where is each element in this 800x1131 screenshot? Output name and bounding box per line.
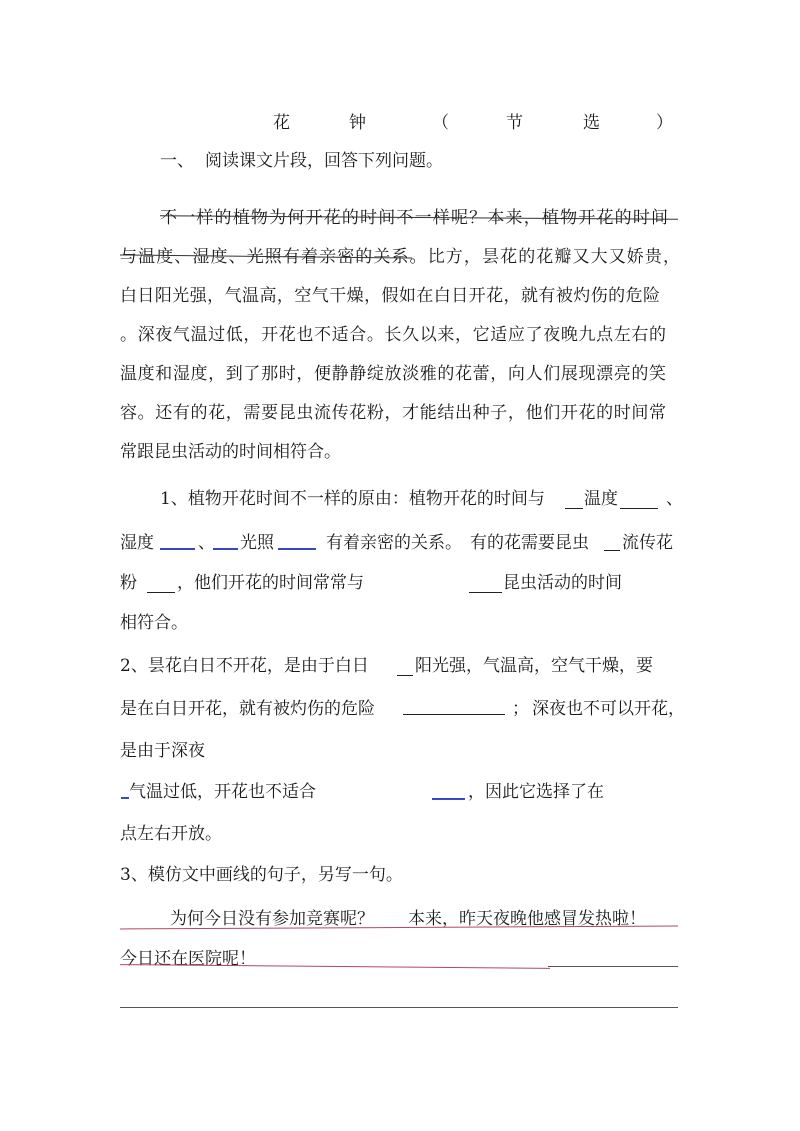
q1-text: 、 <box>666 489 683 509</box>
answer-blank[interactable] <box>403 714 505 715</box>
title-char: 节 <box>506 113 523 133</box>
answer-blank[interactable] <box>397 675 413 676</box>
q3-prompt: 3、模仿文中画线的句子，另写一句。 <box>120 865 403 885</box>
answer-blank[interactable] <box>121 797 129 799</box>
q1-text: 1、植物开花时间不一样的原由：植物开花的时间与 <box>160 489 545 509</box>
q2-text: ； <box>512 699 529 719</box>
title-char: 钟 <box>349 113 366 133</box>
answer-blank[interactable] <box>469 592 502 593</box>
q2-text: 是由于深夜 <box>120 741 205 761</box>
answer-blank[interactable] <box>147 592 175 593</box>
q2-text: 点左右开放。 <box>120 824 222 844</box>
title-char: 选 <box>583 113 600 133</box>
title-char: 花 <box>273 113 290 133</box>
q1-text: 粉 <box>120 573 137 593</box>
q1-answer-insect: 昆虫活动的时间 <box>503 573 622 593</box>
passage-line: 温度和湿度，到了那时，便静静绽放淡雅的花蕾，向人们展现漂亮的笑 <box>120 364 666 384</box>
q2-text: 深夜也不可以开花， <box>532 699 685 719</box>
q2-text: ，因此它选择了在 <box>468 782 604 802</box>
passage-line: 常跟昆虫活动的时间相符合。 <box>120 442 341 462</box>
passage-line: 。深夜气温过低，开花也不适合。长久以来，它适应了夜晚九点左右的 <box>120 325 666 345</box>
answer-blank[interactable] <box>620 508 658 509</box>
answer-blank[interactable] <box>278 548 316 550</box>
section-instruction: 阅读课文片段，回答下列问题。 <box>205 151 443 171</box>
q1-text: 湿度 <box>120 533 154 553</box>
passage-line: 与温度、湿度、光照有着亲密的关系。比方，昙花的花瓣又大又娇贵， <box>120 247 680 267</box>
answer-blank[interactable] <box>604 550 620 551</box>
q2-text: 是在白日开花，就有被灼伤的危险 <box>120 699 375 719</box>
q3-answer-line: 为何今日没有参加竞赛呢？ 本来，昨天夜晚他感冒发热啦！ <box>170 909 646 929</box>
q1-answer-spread: 流传花 <box>622 533 673 553</box>
title-char: （ <box>432 113 449 133</box>
q2-answer-night: 气温过低，开花也不适合 <box>129 782 316 802</box>
answer-blank[interactable] <box>565 508 583 509</box>
writing-line[interactable] <box>548 966 678 967</box>
answer-blank[interactable] <box>432 798 465 800</box>
q1-text: ，他们开花的时间常常与 <box>177 573 364 593</box>
q1-answer-temperature: 温度 <box>584 489 618 509</box>
q1-answer-light: 光照 <box>240 533 274 553</box>
q1-text: 有着亲密的关系。 <box>326 533 462 553</box>
q3-answer-line: 今日还在医院呢！ <box>120 949 256 969</box>
passage-line: 不一样的植物为何开花的时间不一样呢？本来，植物开花的时间 <box>160 208 668 228</box>
passage-line: 容。还有的花，需要昆虫流传花粉，才能结出种子，他们开花的时间常 <box>120 403 666 423</box>
q1-text: 相符合。 <box>120 613 188 633</box>
answer-blank[interactable] <box>213 548 238 550</box>
q1-text: 有的花需要昆虫 <box>470 533 589 553</box>
q1-text: 、 <box>198 533 215 553</box>
q2-text: 2、昙花白日不开花，是由于白日 <box>120 656 369 676</box>
q2-answer-day: 阳光强，气温高，空气干燥，要 <box>415 656 653 676</box>
section-number: 一、 <box>160 151 194 171</box>
title-char: ） <box>656 113 673 133</box>
writing-line[interactable] <box>120 1007 678 1008</box>
answer-blank[interactable] <box>160 548 195 550</box>
passage-line: 白日阳光强，气温高，空气干燥，假如在白日开花，就有被灼伤的危险 <box>120 286 660 306</box>
